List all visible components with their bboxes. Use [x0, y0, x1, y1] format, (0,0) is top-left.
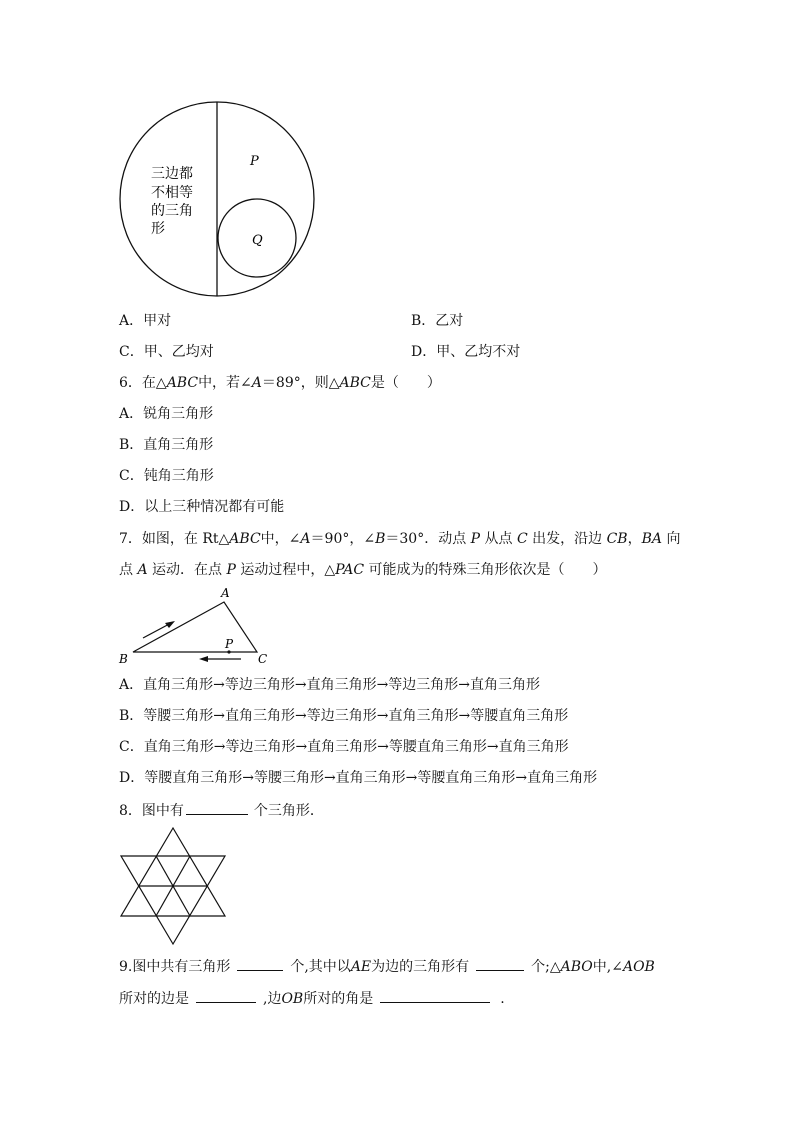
q7-text: 7．如图，在 Rt△	[119, 531, 230, 547]
q7-option-b: B．等腰三角形→直角三角形→等边三角形→直角三角形→等腰直角三角形	[119, 708, 569, 724]
q6-stem-part: 是（ ）	[370, 375, 441, 391]
q7-text: 点	[119, 562, 138, 578]
q7-var: PAC	[335, 562, 365, 578]
venn-circle-figure	[118, 101, 318, 299]
q9-var: AE	[350, 959, 372, 975]
q7-stem-line-1	[119, 530, 680, 548]
q9-blank-1[interactable]	[237, 957, 283, 971]
region-left-line-2: 不相等	[151, 185, 193, 201]
region-left-line-3: 的三角	[151, 203, 193, 219]
q9-text: ,边	[263, 991, 282, 1007]
downward-triangle	[121, 856, 225, 944]
upward-triangle	[121, 828, 225, 916]
q9-text: 所对的角是	[303, 991, 374, 1007]
region-left-line-1: 三边都	[151, 166, 193, 182]
q6-option-c: C．钝角三角形	[119, 468, 214, 484]
q8-suffix: 个三角形．	[253, 803, 324, 819]
q9-text: 为边的三角形有	[371, 959, 470, 975]
q7-var: A	[137, 562, 148, 578]
q9-blank-4[interactable]	[380, 989, 490, 1003]
q9-text: 个;△	[531, 959, 561, 975]
q5-option-c: C．甲、乙均对	[119, 344, 214, 360]
q7-var: CB	[606, 531, 628, 547]
q6-option-d: D．以上三种情况都有可能	[119, 499, 285, 515]
q6-option-a: A．锐角三角形	[119, 406, 214, 422]
q7-option-d: D．等腰直角三角形→等腰三角形→直角三角形→等腰直角三角形→直角三角形	[119, 770, 598, 786]
region-left-line-4: 形	[151, 221, 165, 237]
triangle-abc	[133, 602, 257, 652]
q7-var: P	[470, 531, 481, 547]
q7-text: 向	[662, 531, 681, 547]
q9-text: .	[500, 991, 505, 1007]
q9-text: 中,∠	[592, 959, 623, 975]
q6-stem-var: ABC	[339, 375, 371, 391]
q7-text: 从点	[480, 531, 517, 547]
arrowhead-cb	[199, 656, 208, 662]
q9-stem-line-1	[119, 957, 655, 976]
q7-var: C	[516, 531, 528, 547]
q6-stem-part: 6．在△	[119, 375, 167, 391]
q9-var: OB	[281, 991, 304, 1007]
q9-text: 个,其中以	[290, 959, 351, 975]
q7-text: ＝30°．动点	[385, 531, 471, 547]
q8-answer-blank[interactable]	[186, 801, 248, 815]
q9-blank-2[interactable]	[476, 957, 524, 971]
label-a: A	[221, 586, 230, 600]
label-p: P	[225, 637, 234, 651]
q7-option-c: C．直角三角形→等边三角形→直角三角形→等腰直角三角形→直角三角形	[119, 739, 569, 755]
q7-var: P	[226, 562, 236, 578]
q7-text: 运动过程中，△	[235, 562, 336, 578]
q9-stem-line-2	[119, 989, 505, 1008]
q7-var: B	[375, 531, 386, 547]
q7-text: 中，∠	[260, 531, 301, 547]
q9-var: AOB	[622, 959, 655, 975]
label-c: C	[258, 652, 268, 666]
q9-blank-3[interactable]	[196, 989, 256, 1003]
q5-option-b: B．乙对	[411, 313, 464, 329]
arrowhead-ba	[165, 621, 175, 628]
q7-var: ABC	[229, 531, 261, 547]
q9-var: ABO	[560, 959, 593, 975]
hexagram-figure	[118, 826, 228, 946]
q9-text: 所对的边是	[119, 991, 189, 1007]
q9-text: 9.图中共有三角形	[119, 959, 231, 975]
q6-stem-var: ABC	[166, 375, 199, 391]
q7-option-a: A．直角三角形→等边三角形→直角三角形→等边三角形→直角三角形	[119, 677, 541, 693]
label-q: Q	[252, 233, 263, 248]
label-p: P	[250, 154, 259, 169]
q6-stem-var: A	[251, 375, 262, 391]
q7-text: 运动．在点	[147, 562, 227, 578]
q7-stem-line-2	[119, 561, 607, 579]
q6-stem	[119, 374, 441, 392]
q6-option-b: B．直角三角形	[119, 437, 214, 453]
label-b: B	[119, 652, 128, 666]
q7-triangle-figure	[115, 584, 280, 668]
q7-var: BA	[641, 531, 662, 547]
q8-stem	[119, 801, 324, 820]
q8-prefix: 8．图中有	[119, 803, 184, 819]
q6-stem-part: 中，若∠	[198, 375, 252, 391]
q7-text: ＝90°，∠	[310, 531, 376, 547]
q7-text: 出发，沿边	[527, 531, 607, 547]
q7-text: 可能成为的特殊三角形依次是（ ）	[364, 562, 607, 578]
q5-option-a: A．甲对	[119, 313, 172, 329]
q7-var: A	[300, 531, 311, 547]
q7-text: ，	[627, 531, 642, 547]
q5-option-d: D．甲、乙均不对	[411, 344, 521, 360]
q6-stem-part: ＝89°，则△	[261, 375, 340, 391]
